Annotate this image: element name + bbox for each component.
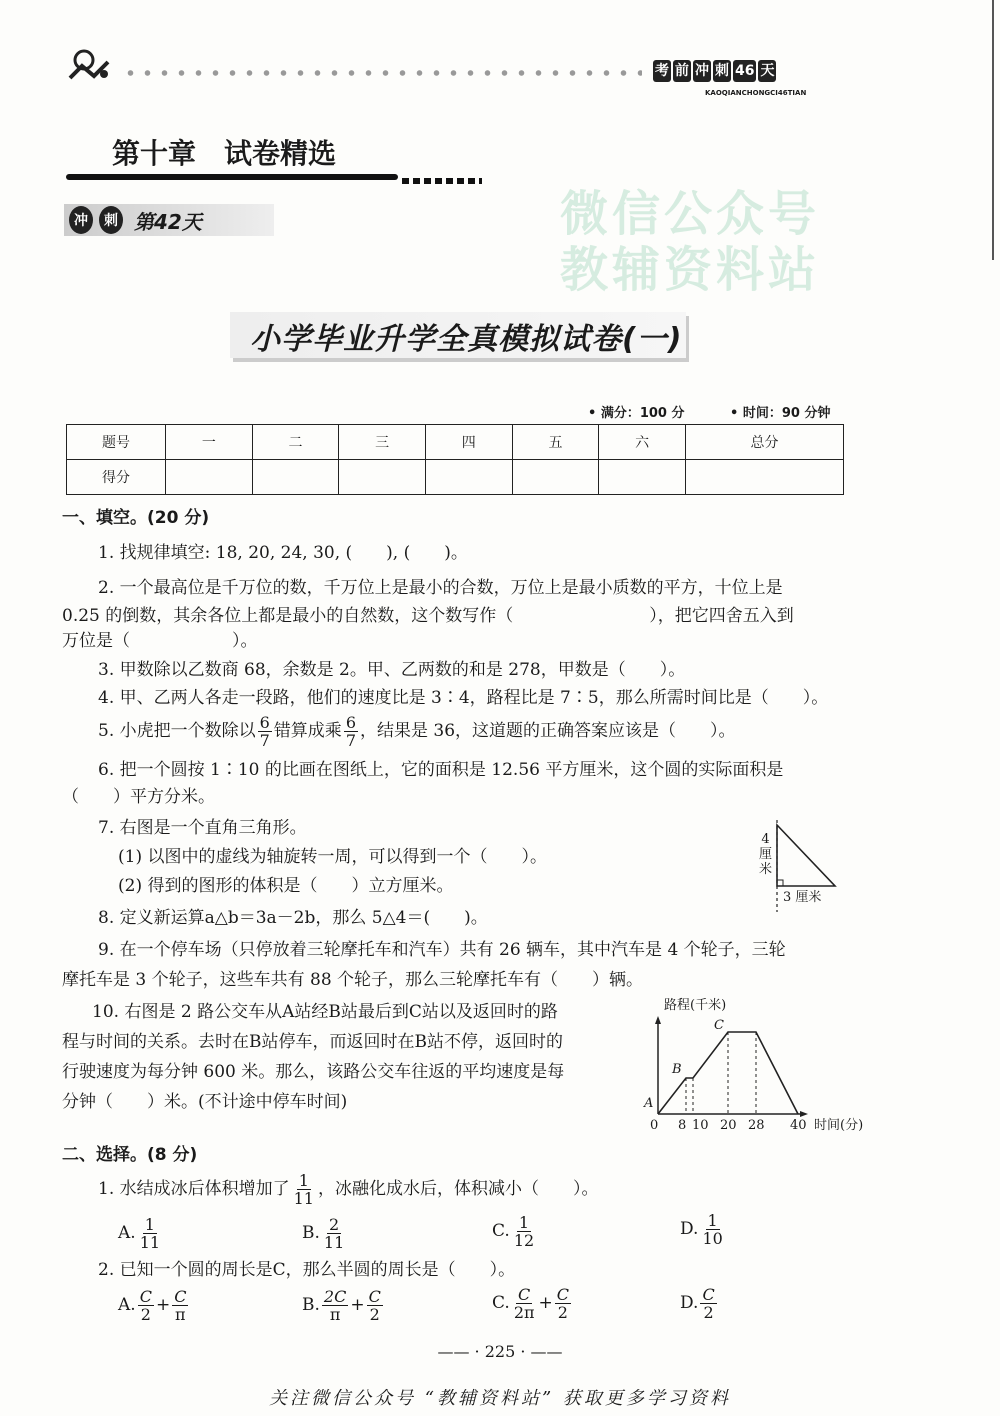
section1-heading: 一、填空。(20 分) — [62, 508, 210, 528]
full-score: • 满分：100 分 — [588, 406, 685, 421]
header-dots-divider — [122, 69, 642, 77]
question-7: 7. 右图是一个直角三角形。 — [98, 818, 307, 838]
score-cell[interactable] — [166, 460, 253, 495]
table-cell: 二 — [252, 425, 339, 460]
badge-char: 前 — [673, 60, 691, 82]
score-cell[interactable] — [339, 460, 426, 495]
question-6-line1: 6. 把一个圆按 1∶10 的比画在图纸上，它的面积是 12.56 平方厘米，这个圆的实际面积是 — [98, 760, 784, 780]
table-cell: 六 — [599, 425, 686, 460]
x-tick: 40 — [790, 1118, 807, 1133]
question-3: 3. 甲数除以乙数商 68，余数是 2。甲、乙两数的和是 278，甲数是（ ）。 — [98, 660, 686, 680]
mascot-logo-icon — [64, 48, 114, 82]
watermark — [560, 186, 820, 298]
denominator: 2π — [513, 1303, 535, 1322]
x-tick: 8 — [678, 1118, 687, 1133]
y-axis-label: 路程(千米) — [664, 998, 727, 1013]
operator: + — [155, 1295, 171, 1315]
denominator: 2 — [557, 1303, 568, 1322]
table-cell: 题号 — [67, 425, 166, 460]
section2-heading: 二、选择。(8 分) — [62, 1145, 198, 1165]
day-banner — [64, 204, 274, 236]
height-unit: 米 — [759, 862, 773, 877]
chapter-underline — [66, 174, 398, 180]
watermark-line1: 微信公众号 — [560, 186, 821, 242]
point-c-label: C — [714, 1018, 724, 1033]
score-cell[interactable] — [252, 460, 339, 495]
operator: + — [350, 1295, 365, 1315]
option-label: D. — [680, 1293, 699, 1313]
numerator: C — [518, 1285, 531, 1304]
numerator: 2C — [323, 1287, 347, 1306]
option-a[interactable] — [118, 1288, 190, 1323]
question-10-line4: 分钟（ ）米。(不计途中停车时间) — [62, 1092, 348, 1112]
score-cell[interactable] — [512, 460, 599, 495]
option-b[interactable] — [302, 1288, 385, 1323]
option-label: B. — [302, 1223, 320, 1243]
watermark-line2: 教辅资料站 — [560, 242, 821, 298]
day-badge-char: 刺 — [99, 206, 123, 234]
denominator: 12 — [513, 1231, 535, 1250]
x-axis-label: 时间(分) — [814, 1118, 864, 1133]
option-label: A. — [118, 1223, 136, 1243]
table-row — [67, 425, 844, 460]
numerator: C — [368, 1287, 381, 1306]
promo-footer: 关注微信公众号 “教辅资料站” 获取更多学习资料 — [269, 1388, 731, 1409]
numerator: 6 — [259, 713, 270, 732]
table-cell: 得分 — [67, 460, 166, 495]
question-10-line2: 程与时间的关系。去时在B站停车，而返回时在B站不停，返回时的 — [62, 1032, 563, 1052]
question-4: 4. 甲、乙两人各走一段路，他们的速度比是 3∶4，路程比是 7∶5，那么所需时间比是（ ）。 — [98, 688, 829, 708]
table-row — [67, 460, 844, 495]
question-2-line3: 万位是（ ）。 — [62, 631, 258, 651]
score-cell[interactable] — [425, 460, 512, 495]
badge-char: 天 — [758, 60, 776, 82]
exam-time: • 时间：90 分钟 — [730, 406, 831, 421]
denominator: 11 — [323, 1233, 345, 1252]
question-8: 8. 定义新运算a△b＝3a－2b，那么 5△4＝( )。 — [98, 908, 488, 928]
x-tick: 10 — [692, 1118, 709, 1133]
question-6-line2: （ ）平方分米。 — [62, 787, 215, 807]
denominator: 11 — [293, 1189, 314, 1208]
option-label: B. — [302, 1295, 320, 1315]
question-10-line3: 行驶速度为每分钟 600 米。那么，该路公交车往返的平均速度是每 — [62, 1062, 565, 1082]
denominator: 7 — [345, 731, 356, 750]
option-c[interactable] — [492, 1286, 573, 1321]
question-7-part2: (2) 得到的图形的体积是（ ）立方厘米。 — [118, 876, 454, 896]
operator: + — [538, 1293, 553, 1313]
badge-char: 考 — [653, 60, 671, 82]
chapter-underline-dashes — [402, 178, 482, 184]
numerator: 1 — [518, 1213, 530, 1232]
base-label: 3 厘米 — [783, 890, 822, 905]
score-cell[interactable] — [599, 460, 686, 495]
badge-char: 46 — [733, 60, 756, 82]
choice-question-1 — [98, 1172, 598, 1207]
badge-char: 冲 — [693, 60, 711, 82]
right-triangle-figure — [755, 820, 855, 912]
exam-title: 小学毕业升学全真模拟试卷(一) — [250, 322, 683, 357]
question-9-line1: 9. 在一个停车场（只停放着三轮摩托车和汽车）共有 26 辆车，其中汽车是 4 个轮子，三轮 — [98, 940, 786, 960]
score-table — [66, 424, 844, 495]
numerator: C — [174, 1287, 187, 1306]
question-1: 1. 找规律填空: 18, 20, 24, 30, ( ), ( )。 — [98, 543, 468, 563]
option-a[interactable] — [118, 1216, 164, 1251]
height-value: 4 — [761, 832, 770, 847]
chapter-title: 第十章 试卷精选 — [112, 137, 337, 170]
table-cell: 四 — [425, 425, 512, 460]
denominator: π — [175, 1305, 186, 1324]
badge-char: 刺 — [713, 60, 731, 82]
height-unit: 厘 — [759, 847, 773, 862]
numerator: 6 — [345, 713, 356, 732]
series-pinyin: KAOQIANCHONGCI46TIAN — [705, 89, 807, 97]
option-d[interactable] — [680, 1212, 727, 1247]
denominator: 10 — [702, 1229, 723, 1248]
question-2-line2: 0.25 的倒数，其余各位上都是最小的自然数，这个数写作（ ），把它四舍五入到 — [62, 606, 794, 626]
option-c[interactable] — [492, 1214, 538, 1249]
text: ，冰融化成水后，体积减小（ ）。 — [317, 1179, 599, 1199]
text: ，结果是 36，这道题的正确答案应该是（ ）。 — [360, 721, 736, 741]
numerator: 1 — [144, 1215, 155, 1234]
denominator: 2 — [369, 1305, 380, 1324]
x-tick: 28 — [748, 1118, 765, 1133]
denominator: π — [329, 1305, 341, 1324]
table-cell: 五 — [512, 425, 599, 460]
text: 错算成乘 — [273, 721, 342, 741]
day-label: 第42天 — [134, 209, 202, 234]
option-d[interactable] — [680, 1286, 719, 1321]
x-tick: 0 — [650, 1118, 659, 1133]
numerator: 2 — [328, 1215, 340, 1234]
denominator: 2 — [140, 1305, 151, 1324]
scan-edge — [992, 0, 994, 260]
distance-time-graph — [636, 998, 886, 1136]
page-number: —— · 225 · —— — [437, 1342, 563, 1361]
x-tick: 20 — [720, 1118, 737, 1133]
denominator: 11 — [139, 1233, 161, 1252]
table-cell: 一 — [166, 425, 253, 460]
question-5 — [98, 714, 736, 749]
fraction — [344, 714, 358, 749]
day-badge-char: 冲 — [69, 206, 93, 234]
fraction — [292, 1172, 316, 1207]
numerator: 1 — [707, 1211, 718, 1230]
height-label — [759, 832, 772, 877]
numerator: C — [139, 1287, 152, 1306]
text: 5. 小虎把一个数除以 — [98, 721, 256, 741]
denominator: 7 — [259, 731, 270, 750]
question-10-line1: 10. 右图是 2 路公交车从A站经B站最后到C站以及返回时的路 — [92, 1002, 558, 1022]
fraction — [258, 714, 272, 749]
point-b-label: B — [672, 1062, 682, 1077]
denominator: 2 — [703, 1303, 714, 1322]
question-9-line2: 摩托车是 3 个轮子，这些车共有 88 个轮子，那么三轮摩托车有（ ）辆。 — [62, 970, 644, 990]
series-badge — [652, 60, 777, 82]
question-7-part1: (1) 以图中的虚线为轴旋转一周，可以得到一个（ ）。 — [118, 847, 547, 867]
table-cell: 总分 — [685, 425, 843, 460]
option-label: D. — [680, 1219, 699, 1239]
score-cell[interactable] — [685, 460, 843, 495]
option-label: C. — [492, 1221, 510, 1241]
option-b[interactable] — [302, 1216, 348, 1251]
option-label: C. — [492, 1293, 510, 1313]
option-label: A. — [118, 1295, 136, 1315]
numerator: C — [702, 1285, 715, 1304]
numerator: 1 — [298, 1171, 309, 1190]
point-a-label: A — [644, 1096, 654, 1111]
question-2-line1: 2. 一个最高位是千万位的数，千万位上是最小的合数，万位上是最小质数的平方，十位上是 — [98, 578, 783, 598]
numerator: C — [556, 1285, 570, 1304]
choice-question-2: 2. 已知一个圆的周长是C，那么半圆的周长是（ ）。 — [98, 1260, 516, 1280]
text: 1. 水结成冰后体积增加了 — [98, 1179, 290, 1199]
table-cell: 三 — [339, 425, 426, 460]
